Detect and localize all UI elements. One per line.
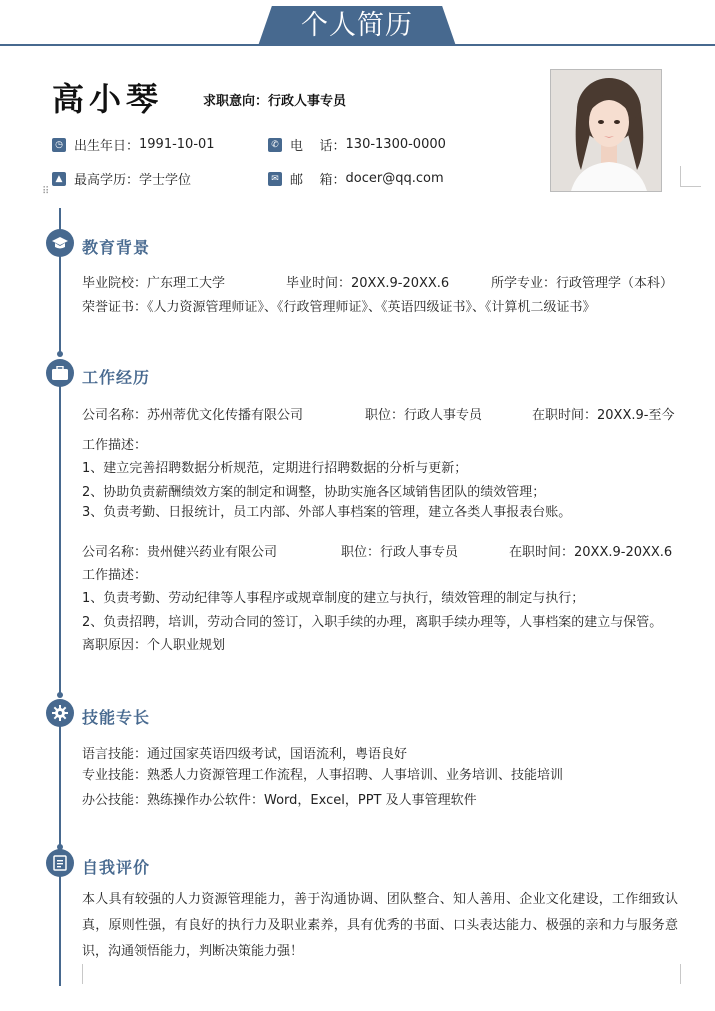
candidate-name: 高小琴 xyxy=(52,80,164,118)
email-value: docer@qq.com xyxy=(345,171,444,186)
objective-value: 行政人事专员 xyxy=(268,94,347,109)
job2-period: 在职时间：20XX.9-20XX.6 xyxy=(509,545,673,560)
job2-desc-label: 工作描述： xyxy=(82,568,148,583)
skill-professional: 专业技能：熟悉人力资源管理工作流程，人事招聘、人事培训、业务培训、技能培训 xyxy=(82,768,564,783)
phone-row xyxy=(268,135,446,154)
clock-icon: ◷ xyxy=(52,138,66,152)
job1-position: 职位：行政人事专员 xyxy=(365,408,483,423)
timeline-segment xyxy=(59,208,61,230)
job2-line: 2、负责招聘，培训，劳动合同的签订，入职手续的办理，离职手续办理等，人事档案的建立与保管。 xyxy=(82,615,663,630)
skills-title: 技能专长 xyxy=(82,708,151,727)
timeline-dot xyxy=(57,351,63,357)
briefcase-icon xyxy=(52,366,68,380)
portrait-image xyxy=(551,70,661,191)
graduation-cap-icon: ▲ xyxy=(52,172,66,186)
corner-mark-top-right xyxy=(680,166,701,187)
education-row xyxy=(52,169,191,188)
birth-row xyxy=(52,135,215,154)
self-eval-text: 本人具有较强的人力资源管理能力，善于沟通协调、团队整合、知人善用、企业文化建设，工作细致认真，原则性强，有良好的执行力及职业素养，具有优秀的书面、口头表达能力、极强的亲和力与服务意识，沟通领悟能力，判断决策能力强！ xyxy=(82,892,678,959)
work-title: 工作经历 xyxy=(82,368,151,387)
skill-language: 语言技能：通过国家英语四级考试，国语流利，粤语良好 xyxy=(82,747,408,762)
timeline-dot xyxy=(57,692,63,698)
envelope-icon: ✉ xyxy=(268,172,282,186)
education-title: 教育背景 xyxy=(82,238,151,257)
job1-line: 3、负责考勤、日报统计，员工内部、外部人事档案的管理，建立各类人事报表台账。 xyxy=(82,505,572,520)
work-section-icon xyxy=(46,359,74,387)
email-label: 邮 箱： xyxy=(290,173,346,188)
banner-title: 个人简历 xyxy=(301,10,413,41)
gear-icon xyxy=(52,705,68,721)
job1-line: 1、建立完善招聘数据分析规范，定期进行招聘数据的分析与更新； xyxy=(82,461,468,476)
job1-line: 2、协助负责薪酬绩效方案的制定和调整，协助实施各区域销售团队的绩效管理； xyxy=(82,485,546,500)
education-section-icon xyxy=(46,229,74,257)
phone-icon: ✆ xyxy=(268,138,282,152)
self-eval-title: 自我评价 xyxy=(82,858,151,877)
job2-line: 1、负责考勤、劳动纪律等人事程序或规章制度的建立与执行，绩效管理的制定与执行； xyxy=(82,591,585,606)
email-row xyxy=(268,169,444,188)
document-icon xyxy=(53,855,67,871)
job2-position: 职位：行政人事专员 xyxy=(341,545,459,560)
phone-value: 130-1300-0000 xyxy=(345,137,446,152)
job1-period: 在职时间：20XX.9-至今 xyxy=(532,408,675,423)
education-value: 学士学位 xyxy=(139,173,192,188)
education-grad-time: 毕业时间：20XX.9-20XX.6 xyxy=(286,276,450,291)
drag-handle-icon[interactable]: ⠿ xyxy=(42,186,50,197)
corner-mark-bottom-right xyxy=(680,964,701,984)
education-certs: 荣誉证书：《人力资源管理师证》、《行政管理师证》、《英语四级证书》、《计算机二级证书》 xyxy=(82,300,596,315)
skills-section-icon xyxy=(46,699,74,727)
education-major: 所学专业：行政管理学（本科） xyxy=(491,276,674,291)
education-school: 毕业院校：广东理工大学 xyxy=(82,276,226,291)
birth-label: 出生年日： xyxy=(74,139,140,154)
job1-company: 公司名称：苏州蒂优文化传播有限公司 xyxy=(82,408,304,423)
birth-value: 1991-10-01 xyxy=(139,137,215,152)
job2-company: 公司名称：贵州健兴药业有限公司 xyxy=(82,545,278,560)
skill-office: 办公技能：熟练操作办公软件：Word，Excel，PPT 及人事管理软件 xyxy=(82,793,477,808)
timeline-segment xyxy=(59,726,61,846)
profile-photo xyxy=(550,69,662,192)
job2-leave-reason: 离职原因：个人职业规划 xyxy=(82,638,226,653)
timeline-segment xyxy=(59,386,61,694)
job-objective xyxy=(203,90,346,109)
objective-label: 求职意向： xyxy=(203,94,269,109)
phone-label: 电 话： xyxy=(290,139,346,154)
timeline-segment xyxy=(59,876,61,986)
self-eval-section-icon xyxy=(46,849,74,877)
corner-mark-bottom-left xyxy=(62,964,83,984)
education-label: 最高学历： xyxy=(74,173,140,188)
graduation-cap-icon xyxy=(52,236,68,250)
timeline-segment xyxy=(59,256,61,354)
job1-desc-label: 工作描述： xyxy=(82,438,148,453)
